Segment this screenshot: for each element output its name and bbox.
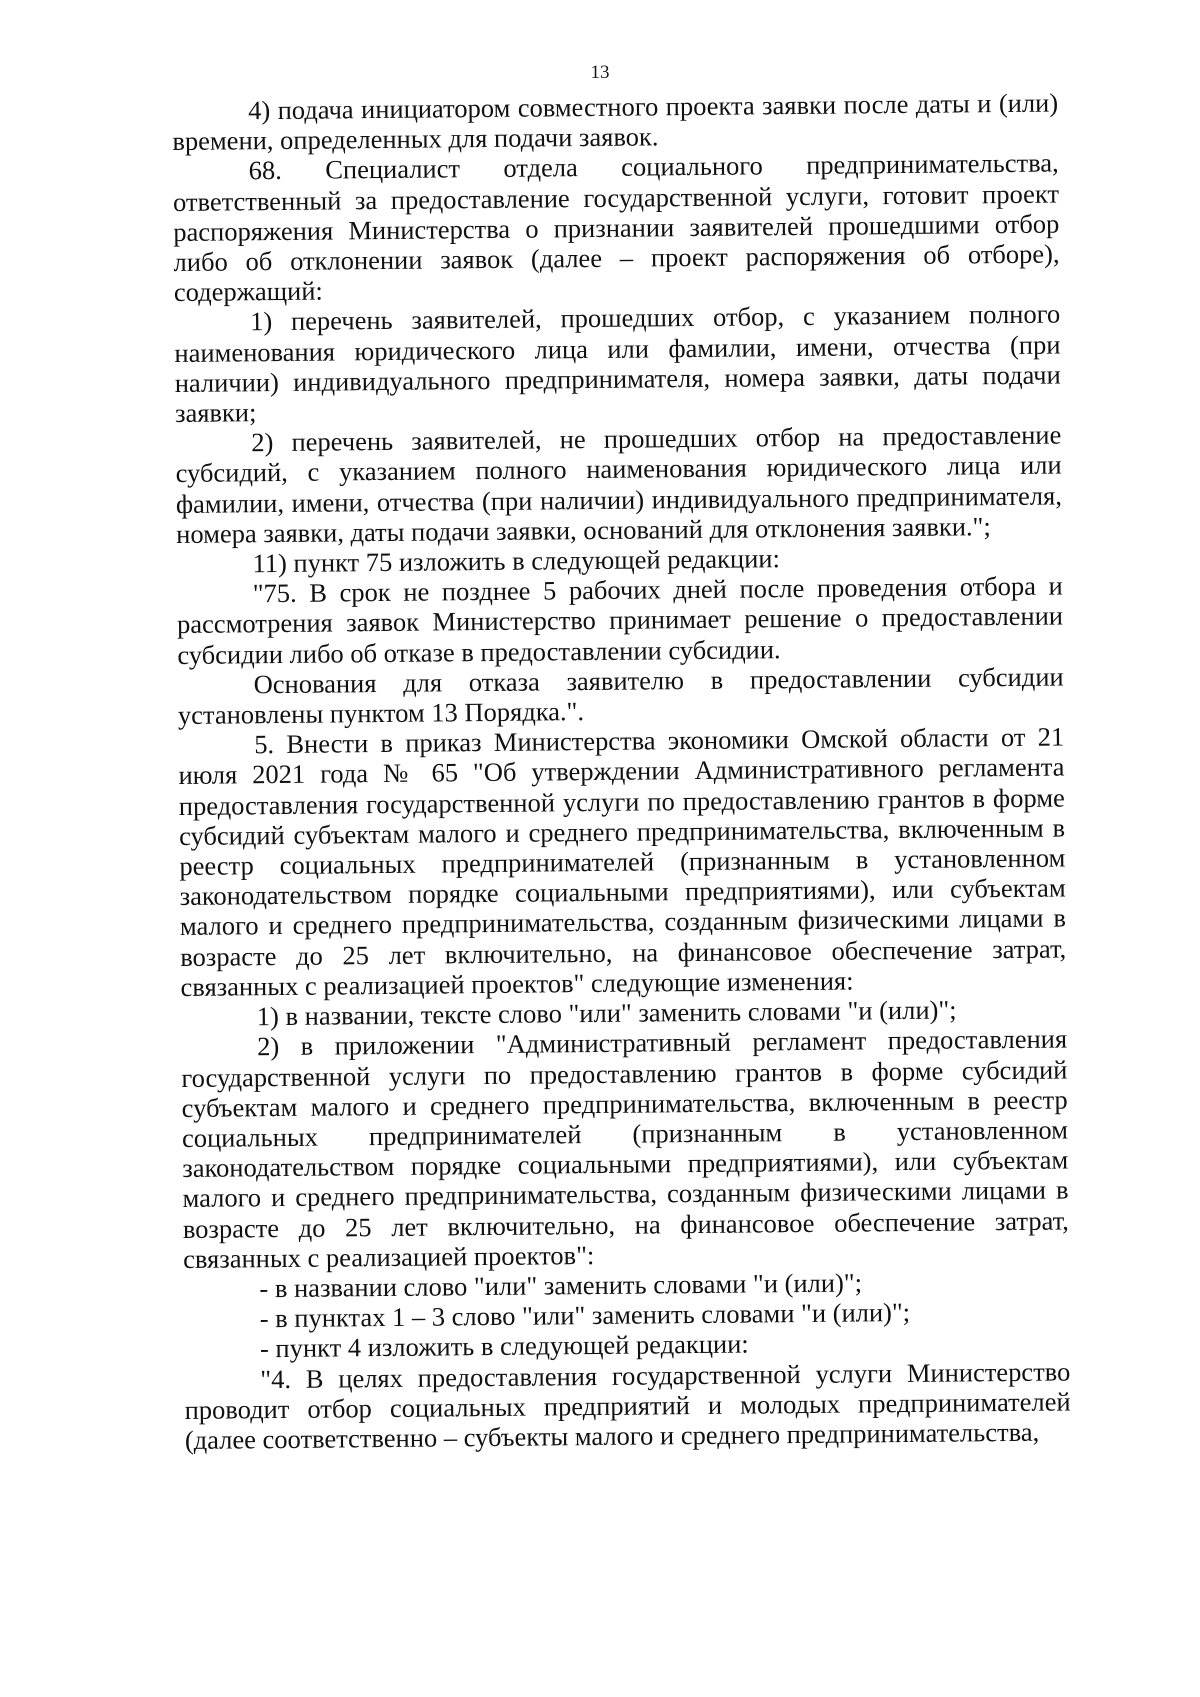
paragraph-amend-appendix: 2) в приложении "Административный регламент предоставления государственной услуги по предоставлению грантов в форме субсидий субъектам малого и среднего предпринимательства, включенным в реестр социальных предпринимателей (признанным в установленном законодательством порядке социальными предприятиями), или субъектам малого и среднего предпринимательства, созданным физическими лицами в возрасте до 25 лет включительно, на финансовое обеспечение затрат, связанных с реализацией проектов": xyxy=(181,1023,1069,1274)
document-body xyxy=(172,87,1071,1455)
paragraph-list-passed-applicants: 1) перечень заявителей, прошедших отбор, с указанием полного наименования юридического лица или фамилии, имени, отчества (при наличии) индивидуального предпринимателя, номера заявки, даты подачи заявки; xyxy=(174,298,1061,429)
paragraph-dash-title: - в названии слово "или" заменить словами "и (или)"; xyxy=(259,1267,863,1304)
paragraph-item-5-amend-order: 5. Внести в приказ Министерства экономики Омской области от 21 июля 2021 года № 65 "Об утверждении Административного регламента предоставления государственной услуги по предоставлению грантов в форме субсидий субъектам малого и среднего предпринимательства, включенным в реестр социальных предпринимателей (признанным в установленном законодательством порядке социальными предприятиями), или субъектам малого и среднего предпринимательства, созданным физическими лицами в возрасте до 25 лет включительно, на финансовое обеспечение затрат, связанных с реализацией проектов" следующие изменения: xyxy=(178,721,1067,1002)
paragraph-refusal-grounds: Основания для отказа заявителю в предоставлении субсидии установлены пунктом 13 Порядка.". xyxy=(177,661,1064,731)
paragraph-clause-4-new: "4. В целях предоставления государственной услуги Министерство проводит отбор социальных предприятий и молодых предпринимателей (далее соответственно – субъекты малого и среднего предпринимательства, xyxy=(184,1355,1071,1455)
paragraph-dash-point-4: - пункт 4 изложить в следующей редакции: xyxy=(259,1328,749,1364)
paragraph-amend-title-text: 1) в названии, тексте слово "или" заменить словами "и (или)"; xyxy=(256,994,957,1032)
paragraph-list-rejected-applicants: 2) перечень заявителей, не прошедших отбор на предоставление субсидий, с указанием полного наименования юридического лица или фамилии, имени, отчества (при наличии) индивидуального предпринимателя, номера заявки, даты подачи заявки, оснований для отклонения заявки."; xyxy=(175,419,1063,549)
paragraph-item-4-late-submission: 4) подача инициатором совместного проекта заявки после даты и (или) времени, определенных для подачи заявок. xyxy=(172,87,1059,157)
page-number: 13 xyxy=(590,62,610,83)
paragraph-clause-75: "75. В срок не позднее 5 рабочих дней после проведения отбора и рассмотрения заявок Министерство принимает решение о предоставлении субсидии либо об отказе в предоставлении субсидии. xyxy=(176,570,1064,670)
paragraph-clause-68: 68. Специалист отдела социального предпринимательства, ответственный за предоставление государственной услуги, готовит проект распоряжения Министерства о признании заявителей прошедшими отбор либо об отклонении заявок (далее – проект распоряжения об отборе), содержащий: xyxy=(172,147,1060,308)
paragraph-item-11: 11) пункт 75 изложить в следующей редакции: xyxy=(252,543,781,579)
paragraph-dash-points-1-3: - в пунктах 1 – 3 слово "или" заменить словами "и (или)"; xyxy=(259,1297,911,1334)
